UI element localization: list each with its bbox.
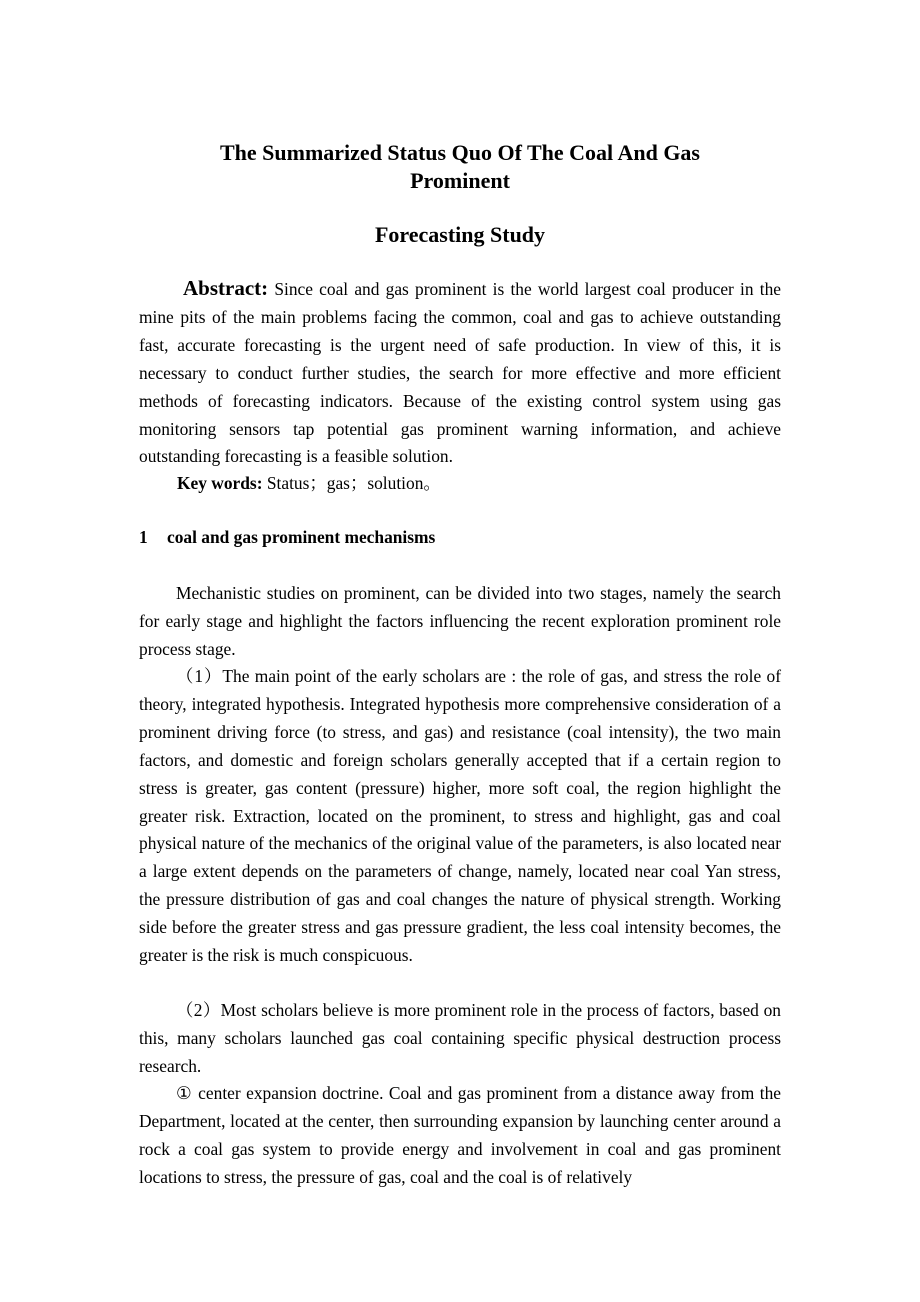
section-number: 1 — [139, 527, 148, 547]
abstract-text: Since coal and gas prominent is the world largest coal producer in the mine pits of the main problems facing the common, coal and gas to achieve outstanding fast, accurate forecasting is the urgent need of safe production. In view of this, it is necessary to conduct further studies, the search for more effective and more efficient methods of forecasting indicators. Because of the existing control system using gas monitoring sensors tap potential gas prominent warning information, and achieve outstanding forecasting is a feasible solution. — [139, 279, 781, 467]
section-title: coal and gas prominent mechanisms — [167, 527, 436, 547]
body-paragraph: （1）The main point of the early scholars are : the role of gas, and stress the role of theory, integrated hypothesis. Integrated hypothesis more comprehensive consideration of a prominent driving force (to stress, and gas) and resistance (coal intensity), the two main factors, and domestic and foreign scholars generally accepted that if a certain region to stress is greater, gas content (pressure) higher, more soft coal, the region highlight the greater risk. Extraction, located on the prominent, to stress and highlight, gas and coal physical nature of the mechanics of the original value of the parameters, is also located near a large extent depends on the parameters of change, namely, located near coal Yan stress, the pressure distribution of gas and coal changes the nature of physical strength. Working side before the greater stress and gas pressure gradient, the less coal intensity becomes, the greater is the risk is much conspicuous. — [139, 666, 781, 966]
body-paragraph: （2）Most scholars believe is more prominent role in the process of factors, based on this, many scholars launched gas coal containing specific physical destruction process research. — [139, 1000, 781, 1076]
section-heading — [139, 524, 435, 550]
document-title-line-1: The Summarized Status Quo Of The Coal And Gas — [219, 140, 700, 165]
abstract-paragraph — [139, 275, 781, 471]
abstract-label: Abstract: — [183, 276, 269, 300]
keywords-line — [139, 470, 781, 498]
body-paragraph: Mechanistic studies on prominent, can be divided into two stages, namely the search for early stage and highlight the factors influencing the recent exploration prominent role process stage. — [139, 583, 781, 659]
keywords-text: Status；gas；solution。 — [266, 473, 441, 493]
document-title-line-3: Forecasting Study — [374, 222, 546, 247]
body-paragraph: ① center expansion doctrine. Coal and gas prominent from a distance away from the Department, located at the center, then surrounding expansion by launching center around a rock a coal gas system to provide energy and involvement in coal and gas prominent locations to stress, the pressure of gas, coal and the coal is of relatively — [139, 1083, 781, 1187]
keywords-label: Key words: — [177, 473, 263, 493]
document-title-line-2: Prominent — [410, 168, 510, 193]
